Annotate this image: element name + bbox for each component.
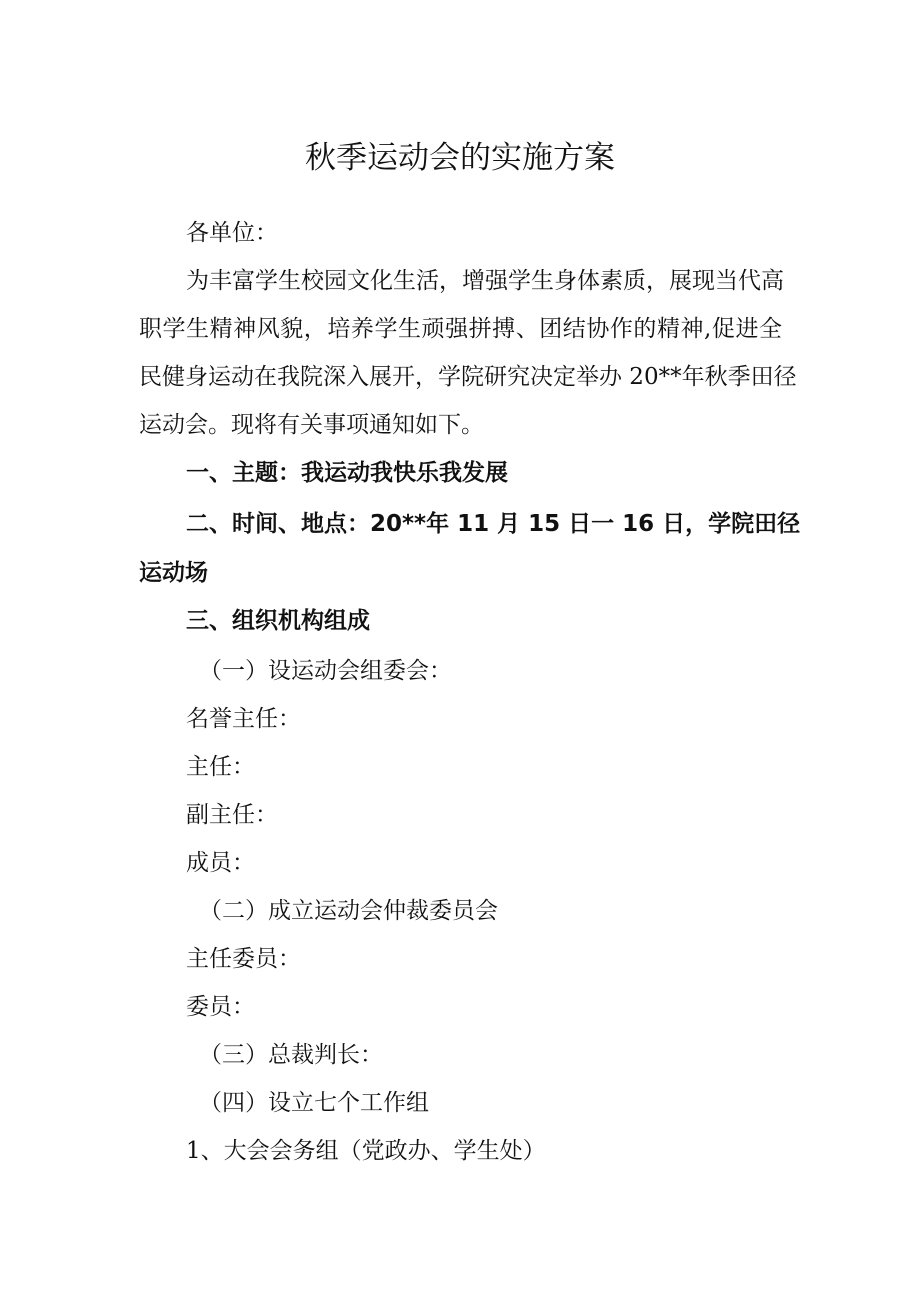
intro-line-3: 民健身运动在我院深入展开，学院研究决定举办 20**年秋季田径 bbox=[139, 364, 797, 390]
salutation: 各单位： bbox=[186, 220, 278, 246]
honorary-director-label: 名誉主任： bbox=[186, 706, 301, 732]
intro-line-1: 为丰富学生校园文化生活，增强学生身体素质，展现当代高 bbox=[186, 268, 784, 294]
subsection-chief-referee: （三）总裁判长： bbox=[199, 1042, 383, 1068]
subsection-arbitration: （二）成立运动会仲裁委员会 bbox=[199, 898, 498, 924]
section-theme: 一、主题：我运动我快乐我发展 bbox=[186, 460, 508, 486]
members-label: 成员： bbox=[186, 850, 255, 876]
section-organization: 三、组织机构组成 bbox=[186, 608, 370, 634]
section-time-place-line-1: 二、时间、地点：20**年 11 月 15 日一 16 日，学院田径 bbox=[186, 511, 801, 537]
intro-line-2: 职学生精神风貌，培养学生顽强拼搏、团结协作的精神,促进全 bbox=[139, 316, 782, 342]
subsection-work-groups: （四）设立七个工作组 bbox=[199, 1090, 429, 1116]
arbitration-members-label: 委员： bbox=[186, 994, 255, 1020]
section-time-place-line-2: 运动场 bbox=[139, 560, 208, 586]
work-group-1: 1、大会会务组（党政办、学生处） bbox=[186, 1138, 546, 1164]
subsection-committee: （一）设运动会组委会： bbox=[199, 658, 452, 684]
arbitration-director-label: 主任委员： bbox=[186, 946, 301, 972]
intro-line-4: 运动会。现将有关事项通知如下。 bbox=[139, 412, 484, 438]
director-label: 主任： bbox=[186, 754, 255, 780]
deputy-director-label: 副主任： bbox=[186, 802, 278, 828]
document-title: 秋季运动会的实施方案 bbox=[305, 140, 615, 176]
